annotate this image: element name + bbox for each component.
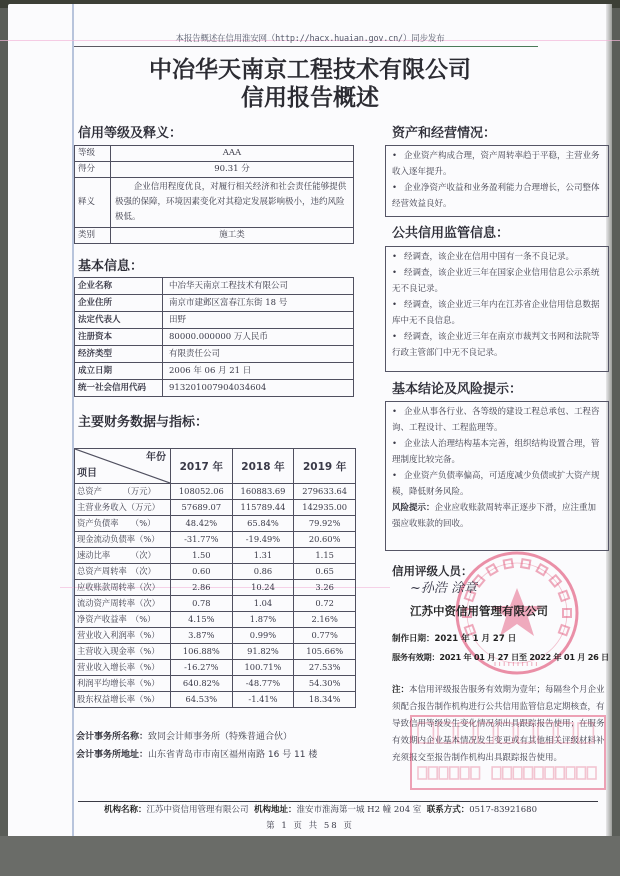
made-date-line xyxy=(392,634,516,645)
financial-value: 1.04 xyxy=(232,596,294,612)
page-subtitle: 信用报告概述 xyxy=(241,84,379,111)
financial-item: 资产负债率 （%） xyxy=(75,516,171,532)
bullet-icon: • xyxy=(392,268,398,278)
basic-info-label: 成立日期 xyxy=(75,363,163,380)
financial-value: 1.31 xyxy=(232,548,294,564)
assets-box xyxy=(385,145,609,217)
financial-value: -48.77% xyxy=(232,676,294,692)
page-binding-edge xyxy=(72,4,74,836)
validity-note xyxy=(392,682,610,767)
financial-value: 20.60% xyxy=(294,532,356,548)
financial-value: -1.41% xyxy=(232,692,294,708)
financial-value: 48.42% xyxy=(171,516,233,532)
basic-info-value: 80000.000000 万人民币 xyxy=(163,329,354,346)
rating-heading: 信用等级及释义： xyxy=(78,126,183,141)
financial-value: 27.53% xyxy=(294,660,356,676)
financial-value: 160883.69 xyxy=(232,484,294,500)
bullet-item xyxy=(392,468,602,500)
valid-period-label: 服务有效期： xyxy=(392,652,440,662)
basic-info-value: 中冶华天南京工程技术有限公司 xyxy=(163,278,354,295)
made-date: 2021 年 1 月 27 日 xyxy=(434,634,517,644)
basic-info-row xyxy=(75,312,354,329)
note-text: 本信用评级报告服务有效期为壹年；每隔叁个月企业须配合报告制作机构进行公共信用监管信息定期核查，有导致信用等级发生变化情况须出具跟踪报告使用；在服务有效期内企业基本情况发生变更或有其他相关评级材料补充须报交至报告制作机构出具跟踪报告使用。 xyxy=(392,685,605,763)
bullet-text: 企业法人治理结构基本完善，组织结构设置合理，管理制度比较完备。 xyxy=(392,439,600,465)
bullet-item xyxy=(392,265,602,297)
financial-value: 57689.07 xyxy=(171,500,233,516)
basic-info-table xyxy=(74,277,354,397)
financial-value: 3.26 xyxy=(294,580,356,596)
financial-item: 利润平均增长率（%） xyxy=(75,676,171,692)
conclusion-box xyxy=(385,401,609,551)
bullet-text: 企业净资产收益和业务盈利能力合理增长，公司整体经营效益良好。 xyxy=(392,183,600,209)
financial-value: 105.66% xyxy=(294,644,356,660)
risk-text: 企业应收账款周转率正逐步下滑，应注重加强应收账款的回收。 xyxy=(392,503,597,529)
basic-info-row xyxy=(75,278,354,295)
bullet-icon: • xyxy=(392,407,398,417)
bullet-icon: • xyxy=(392,439,398,449)
financial-value: 1.50 xyxy=(171,548,233,564)
financial-item: 应收账款周转率（次） xyxy=(75,580,171,596)
org-label: 机构名称： xyxy=(104,805,147,815)
basic-info-label: 统一社会信用代码 xyxy=(75,380,163,397)
financial-value: 142935.00 xyxy=(294,500,356,516)
financial-item: 主营收入现金率（%） xyxy=(75,644,171,660)
financial-value: 106.88% xyxy=(171,644,233,660)
bullet-icon: • xyxy=(392,332,398,342)
score-label: 得分 xyxy=(75,162,111,178)
bullet-item xyxy=(392,297,602,329)
note-label: 注： xyxy=(392,685,410,695)
footer-info xyxy=(104,805,537,816)
financial-item: 速动比率 （次） xyxy=(75,548,171,564)
financial-value: 0.78 xyxy=(171,596,233,612)
addr-label: 机构地址： xyxy=(253,805,297,815)
page-title: 中冶华天南京工程技术有限公司 xyxy=(149,56,471,83)
bullet-icon: • xyxy=(392,151,398,161)
financial-value: 0.77% xyxy=(294,628,356,644)
risk-label: 风险提示： xyxy=(392,503,435,513)
corner-year-label: 年份 xyxy=(146,452,166,463)
financial-value: 0.99% xyxy=(232,628,294,644)
public-credit-box xyxy=(385,246,609,372)
rating-label: 等级 xyxy=(75,146,111,162)
financial-value: -31.77% xyxy=(171,532,233,548)
financial-item: 营业收入增长率（%） xyxy=(75,660,171,676)
scan-bottom-edge xyxy=(0,836,620,876)
financial-value: 0.72 xyxy=(294,596,356,612)
basic-info-row xyxy=(75,329,354,346)
made-date-label: 制作日期： xyxy=(392,634,435,644)
basic-info-row xyxy=(75,363,354,380)
org-contact: 0517-83921680 xyxy=(469,805,538,815)
footer-divider xyxy=(78,801,598,802)
financial-row xyxy=(75,500,356,516)
financial-value: 1.87% xyxy=(232,612,294,628)
financial-item: 总资产周转率 （次） xyxy=(75,564,171,580)
basic-info-label: 企业住所 xyxy=(75,295,163,312)
financial-row xyxy=(75,692,356,708)
org-address: 淮安市淮海第一城 H2 幢 204 室 xyxy=(296,805,422,815)
financial-value: 2.86 xyxy=(171,580,233,596)
financial-row xyxy=(75,532,356,548)
rating-company: 江苏中资信用管理有限公司 xyxy=(410,604,548,618)
bullet-item xyxy=(392,404,602,436)
rating-row xyxy=(75,146,354,162)
rating-row xyxy=(75,178,354,228)
financial-value: 64.53% xyxy=(171,692,233,708)
financial-item: 总资产 （万元） xyxy=(75,484,171,500)
basic-info-value: 913201007904034604 xyxy=(163,380,354,397)
financial-value: 2.16% xyxy=(294,612,356,628)
rating-row xyxy=(75,228,354,244)
conclusion-heading: 基本结论及风险提示： xyxy=(392,382,523,397)
financial-row xyxy=(75,484,356,500)
financial-value: 10.24 xyxy=(232,580,294,596)
definition-value: 企业信用程度优良，对履行相关经济和社会责任能够提供极强的保障，环境因素变化对其稳定发展影响极小，违约风险极低。 xyxy=(111,178,354,228)
bullet-text: 经调查，该企业近三年内在江苏省企业信用信息数据库中无不良信息。 xyxy=(392,300,600,326)
score-value: 90.31 分 xyxy=(111,162,354,178)
bullet-icon: • xyxy=(392,471,398,481)
financial-header-row xyxy=(75,449,356,484)
financial-item: 主营业务收入（万元） xyxy=(75,500,171,516)
risk-warning xyxy=(392,500,602,532)
public-credit-heading: 公共信用监管信息： xyxy=(392,226,510,241)
financial-value: 4.15% xyxy=(171,612,233,628)
bullet-text: 企业资产负债率偏高，可适度减少负债或扩大资产规模，降低财务风险。 xyxy=(392,471,600,497)
year-header: 2019 年 xyxy=(294,449,356,484)
rating-row xyxy=(75,162,354,178)
rater-heading: 信用评级人员： xyxy=(392,564,473,578)
bullet-item xyxy=(392,329,602,361)
financial-value: 115789.44 xyxy=(232,500,294,516)
financial-value: 65.84% xyxy=(232,516,294,532)
rating-value: AAA xyxy=(111,146,354,162)
financial-value: 18.34% xyxy=(294,692,356,708)
accounting-address: 山东省青岛市市南区福州南路 16 号 11 楼 xyxy=(148,750,318,760)
basic-info-heading: 基本信息： xyxy=(78,259,144,274)
financial-value: -19.49% xyxy=(232,532,294,548)
year-header: 2017 年 xyxy=(171,449,233,484)
bullet-item xyxy=(392,436,602,468)
assets-heading: 资产和经营情况： xyxy=(392,126,497,141)
financial-row xyxy=(75,660,356,676)
financial-item: 流动资产周转率（次） xyxy=(75,596,171,612)
bullet-icon: • xyxy=(392,183,398,193)
category-label: 类别 xyxy=(75,228,111,244)
accounting-firm-line xyxy=(76,731,292,743)
financial-value: 1.15 xyxy=(294,548,356,564)
definition-label: 释义 xyxy=(75,178,111,228)
org-name: 江苏中资信用管理有限公司 xyxy=(146,805,249,815)
financial-row xyxy=(75,644,356,660)
financial-row xyxy=(75,596,356,612)
contact-label: 联系方式： xyxy=(426,805,470,815)
category-value: 施工类 xyxy=(111,228,354,244)
financial-row xyxy=(75,628,356,644)
financial-value: 91.82% xyxy=(232,644,294,660)
basic-info-label: 法定代表人 xyxy=(75,312,163,329)
basic-info-row xyxy=(75,295,354,312)
financial-item: 营业收入利润率（%） xyxy=(75,628,171,644)
bullet-item xyxy=(392,148,602,180)
bullet-icon: • xyxy=(392,300,398,310)
rating-table xyxy=(74,145,354,244)
financial-row xyxy=(75,516,356,532)
financial-value: 0.65 xyxy=(294,564,356,580)
valid-period: 2021 年 01 月 27 日至 2022 年 01 月 26 日 xyxy=(439,652,609,662)
financial-value: 640.82% xyxy=(171,676,233,692)
financial-value: 79.92% xyxy=(294,516,356,532)
accounting-firm-label: 会计事务所名称： xyxy=(76,732,149,742)
basic-info-row xyxy=(75,380,354,397)
financial-value: 3.87% xyxy=(171,628,233,644)
financial-row xyxy=(75,612,356,628)
basic-info-value: 2006 年 06 月 21 日 xyxy=(163,363,354,380)
basic-info-label: 企业名称 xyxy=(75,278,163,295)
page-number: 第 1 页 共 58 页 xyxy=(266,821,354,831)
financial-item: 现金流动负债率（%） xyxy=(75,532,171,548)
rater-signature: ~孙浩 涂章 xyxy=(410,581,478,596)
financial-value: 54.30% xyxy=(294,676,356,692)
bullet-text: 企业资产构成合理，资产周转率趋于平稳，主营业务收入逐年提升。 xyxy=(392,151,600,177)
bullet-item xyxy=(392,249,602,265)
bullet-text: 经调查，该企业在信用中国有一条不良记录。 xyxy=(404,252,575,262)
basic-info-value: 有限责任公司 xyxy=(163,346,354,363)
basic-info-label: 经济类型 xyxy=(75,346,163,363)
financial-value: 0.60 xyxy=(171,564,233,580)
financial-value: -16.27% xyxy=(171,660,233,676)
financial-table xyxy=(74,448,356,708)
financial-value: 100.71% xyxy=(232,660,294,676)
basic-info-label: 注册资本 xyxy=(75,329,163,346)
financial-row xyxy=(75,548,356,564)
bullet-text: 经调查，该企业近三年在国家企业信用信息公示系统无不良记录。 xyxy=(392,268,600,294)
year-header: 2018 年 xyxy=(232,449,294,484)
accounting-firm-name: 致同会计师事务所（特殊普通合伙） xyxy=(148,732,293,742)
financial-item: 净资产收益率 （%） xyxy=(75,612,171,628)
bullet-item xyxy=(392,180,602,212)
valid-period-line xyxy=(392,652,609,663)
bullet-text: 企业从事各行业、各等级的建设工程总承包、工程咨询、工程设计、工程监理等。 xyxy=(392,407,600,433)
basic-info-value: 田野 xyxy=(163,312,354,329)
bullet-text: 经调查，该企业近三年在南京市裁判文书网和法院等行政主管部门中无不良记录。 xyxy=(392,332,600,358)
header-publish-note: 本报告概述在信用淮安网（http://hacx.huaian.gov.cn/）同步发布 xyxy=(175,34,445,44)
accounting-address-label: 会计事务所地址： xyxy=(76,750,149,760)
basic-info-row xyxy=(75,346,354,363)
financial-row xyxy=(75,564,356,580)
corner-header-cell xyxy=(75,449,171,484)
financial-heading: 主要财务数据与指标： xyxy=(78,415,209,430)
financial-row xyxy=(75,676,356,692)
bullet-icon: • xyxy=(392,252,398,262)
financial-value: 279633.64 xyxy=(294,484,356,500)
financial-value: 108052.06 xyxy=(171,484,233,500)
basic-info-value: 南京市建邺区富春江东街 18 号 xyxy=(163,295,354,312)
financial-item: 股东权益增长率（%） xyxy=(75,692,171,708)
financial-row xyxy=(75,580,356,596)
header-divider-accent xyxy=(420,46,538,47)
accounting-address-line xyxy=(76,749,317,761)
corner-item-label: 项目 xyxy=(77,468,97,479)
financial-value: 0.86 xyxy=(232,564,294,580)
